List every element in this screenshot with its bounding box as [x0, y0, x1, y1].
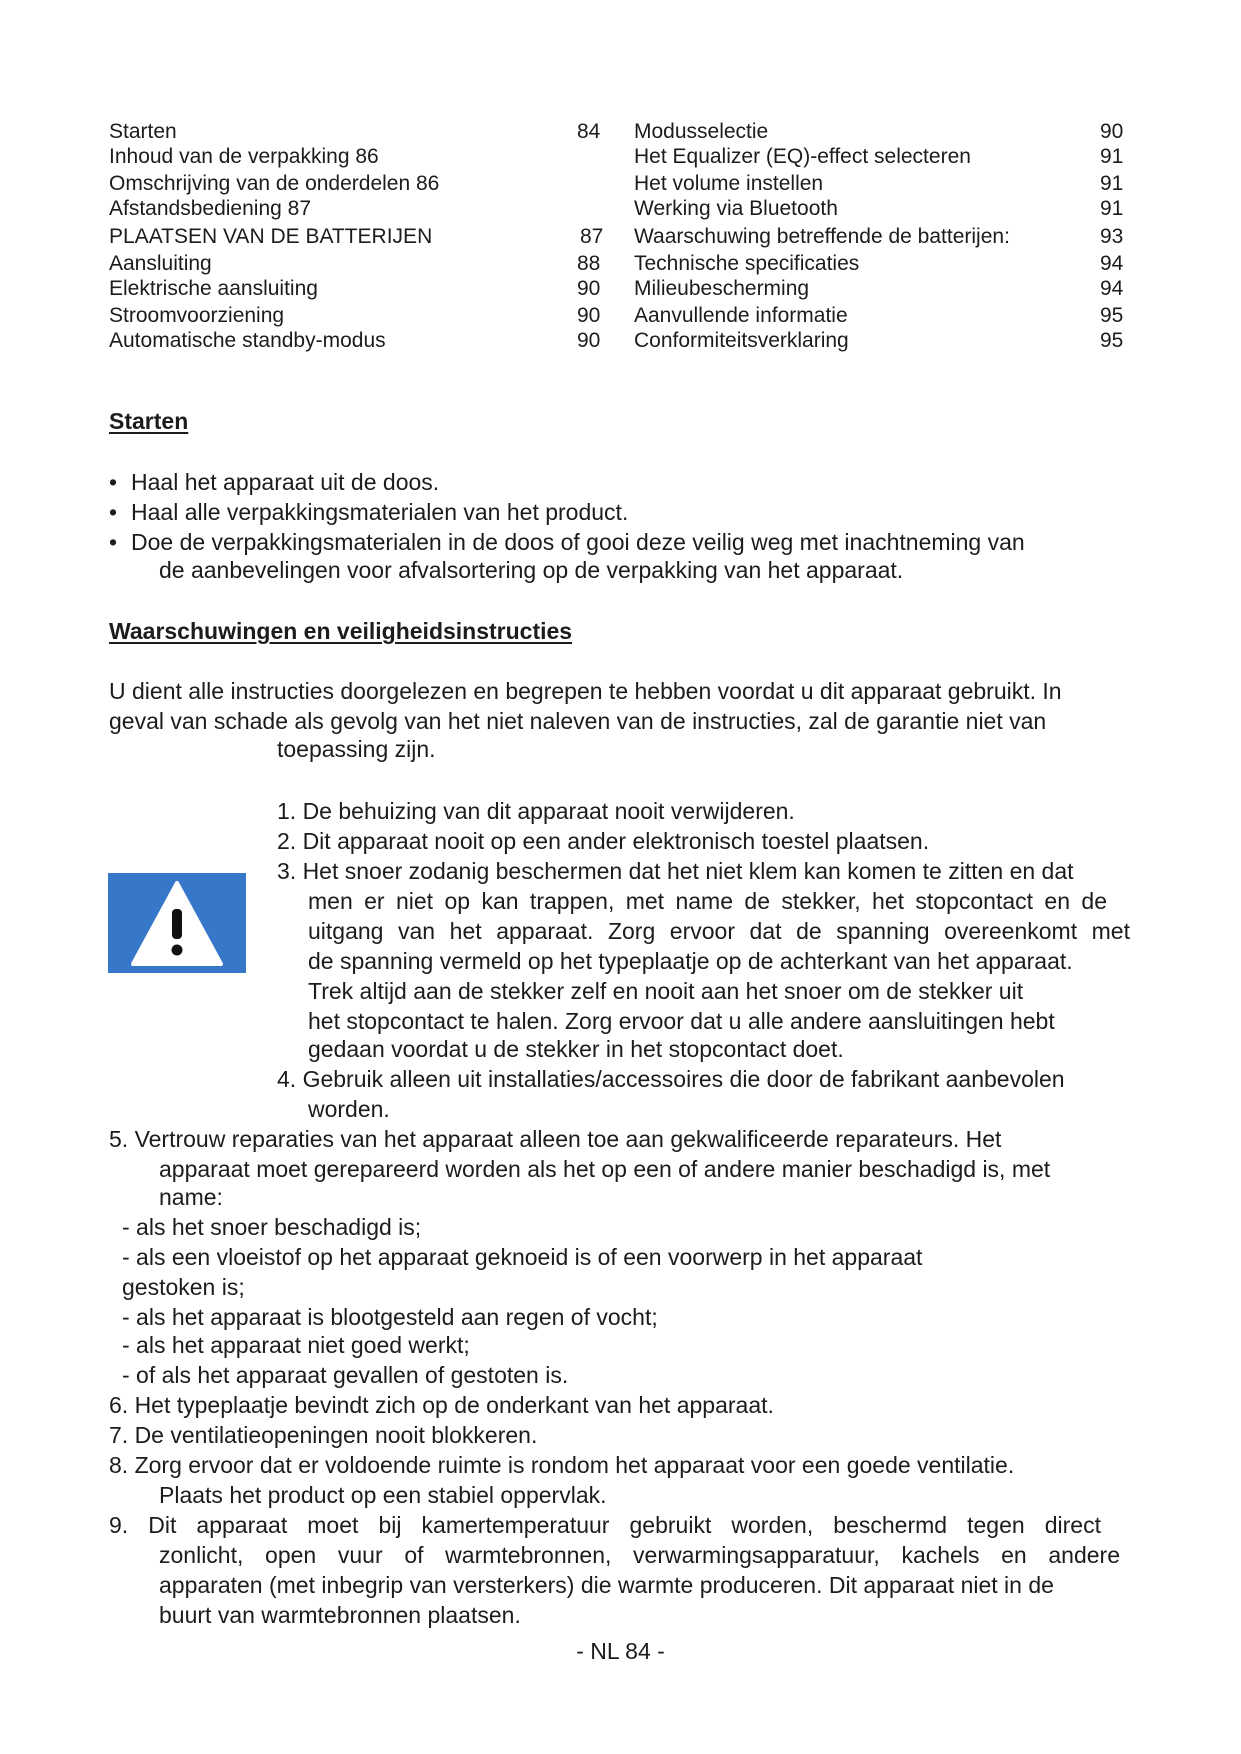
toc-title: Conformiteitsverklaring [634, 329, 849, 352]
list-item-continuation: uitgang van het apparaat. Zorg ervoor dat de spanning overeenkomt met [308, 918, 1130, 944]
list-item-continuation: de spanning vermeld op het typeplaatje op de achterkant van het apparaat. [308, 948, 1073, 974]
list-item: 4. Gebruik alleen uit installaties/accessoires die door de fabrikant aanbevolen [277, 1066, 1065, 1092]
section-heading-warnings: Waarschuwingen en veiligheidsinstructies [109, 618, 573, 644]
sub-list-item: - als het apparaat niet goed werkt; [122, 1332, 470, 1358]
toc-entry[interactable] [109, 224, 605, 250]
list-item: 2. Dit apparaat nooit op een ander elektronisch toestel plaatsen. [277, 828, 930, 854]
toc-entry[interactable] [634, 224, 1134, 250]
section-heading-starten: Starten [109, 408, 189, 434]
toc-entry[interactable] [634, 251, 1134, 277]
sub-list-item: - als het apparaat is blootgesteld aan regen of vocht; [122, 1304, 658, 1330]
toc-entry[interactable] [109, 144, 605, 170]
toc-title: Inhoud van de verpakking 86 [109, 145, 379, 168]
toc-title: Het volume instellen [634, 172, 824, 195]
toc-entry[interactable] [634, 119, 1134, 145]
toc-entry[interactable] [109, 171, 605, 197]
sub-list-item-continuation: gestoken is; [122, 1274, 245, 1300]
toc-entry[interactable] [109, 328, 605, 354]
toc-page: 90 [1100, 120, 1124, 143]
toc-title: Aansluiting [109, 252, 212, 275]
toc-page: 93 [1100, 225, 1124, 248]
toc-page: 91 [1100, 172, 1124, 195]
list-item: 5. Vertrouw reparaties van het apparaat alleen toe aan gekwalificeerde reparateurs. Het [109, 1126, 1002, 1152]
toc-page: 91 [1100, 145, 1124, 168]
bullet-marker: • [109, 469, 118, 495]
toc-entry[interactable] [634, 196, 1134, 222]
toc-title: Stroomvoorziening [109, 304, 285, 327]
list-item: 3. Het snoer zodanig beschermen dat het niet klem kan komen te zitten en dat [277, 858, 1074, 884]
warning-triangle-icon [108, 873, 246, 973]
list-item-continuation: buurt van warmtebronnen plaatsen. [159, 1602, 521, 1628]
list-item: 7. De ventilatieopeningen nooit blokkeren. [109, 1422, 538, 1448]
toc-title: Elektrische aansluiting [109, 277, 318, 300]
list-item-continuation: name: [159, 1184, 223, 1210]
toc-entry[interactable] [634, 328, 1134, 354]
list-item: Haal alle verpakkingsmaterialen van het product. [131, 499, 629, 525]
toc-page: 94 [1100, 252, 1124, 275]
toc-title: Milieubescherming [634, 277, 810, 300]
list-item-continuation: worden. [308, 1096, 390, 1122]
toc-entry[interactable] [109, 303, 605, 329]
toc-page: 91 [1100, 197, 1124, 220]
toc-title: Omschrijving van de onderdelen 86 [109, 172, 440, 195]
sub-list-item: - of als het apparaat gevallen of gestoten is. [122, 1362, 569, 1388]
toc-title: Technische specificaties [634, 252, 860, 275]
toc-entry[interactable] [109, 251, 605, 277]
list-item-continuation: apparaat moet gerepareerd worden als het op een of andere manier beschadigd is, met [159, 1156, 1051, 1182]
bullet-marker: • [109, 499, 118, 525]
toc-title: Waarschuwing betreffende de batterijen: [634, 225, 1010, 248]
toc-title: PLAATSEN VAN DE BATTERIJEN [109, 225, 433, 248]
sub-list-item: - als het snoer beschadigd is; [122, 1214, 422, 1240]
paragraph-line: U dient alle instructies doorgelezen en begrepen te hebben voordat u dit apparaat gebruikt. In [109, 678, 1062, 704]
list-item: 8. Zorg ervoor dat er voldoende ruimte is rondom het apparaat voor een goede ventilatie. [109, 1452, 1015, 1478]
list-item-continuation: het stopcontact te halen. Zorg ervoor dat u alle andere aansluitingen hebt [308, 1008, 1055, 1034]
list-item: 6. Het typeplaatje bevindt zich op de onderkant van het apparaat. [109, 1392, 774, 1418]
list-item: Haal het apparaat uit de doos. [131, 469, 440, 495]
toc-entry[interactable] [634, 276, 1134, 302]
list-item: Doe de verpakkingsmaterialen in de doos of gooi deze veilig weg met inachtneming van [131, 529, 1025, 555]
toc-entry[interactable] [634, 303, 1134, 329]
list-item-continuation: apparaten (met inbegrip van versterkers) die warmte produceren. Dit apparaat niet in de [159, 1572, 1054, 1598]
toc-entry[interactable] [109, 196, 605, 222]
toc-page: 95 [1100, 304, 1124, 327]
toc-entry[interactable] [634, 144, 1134, 170]
toc-page: 84 [577, 120, 601, 143]
bullet-marker: • [109, 529, 118, 555]
toc-page: 90 [577, 277, 601, 300]
toc-entry[interactable] [109, 119, 605, 145]
toc-title: Starten [109, 120, 177, 143]
toc-title: Werking via Bluetooth [634, 197, 838, 220]
toc-entry[interactable] [109, 276, 605, 302]
sub-list-item: - als een vloeistof op het apparaat geknoeid is of een voorwerp in het apparaat [122, 1244, 923, 1270]
toc-title: Modusselectie [634, 120, 769, 143]
paragraph-line: geval van schade als gevolg van het niet naleven van de instructies, zal de garantie niet van [109, 708, 1047, 734]
list-item: 1. De behuizing van dit apparaat nooit verwijderen. [277, 798, 795, 824]
toc-title: Aanvullende informatie [634, 304, 848, 327]
toc-title: Het Equalizer (EQ)-effect selecteren [634, 145, 971, 168]
list-item: 9. Dit apparaat moet bij kamertemperatuur gebruikt worden, beschermd tegen direct [109, 1512, 1101, 1538]
list-item-continuation: gedaan voordat u de stekker in het stopcontact doet. [308, 1036, 844, 1062]
toc-title: Automatische standby-modus [109, 329, 386, 352]
list-item-continuation: Trek altijd aan de stekker zelf en nooit aan het snoer om de stekker uit [308, 978, 1024, 1004]
toc-title: Afstandsbediening 87 [109, 197, 311, 220]
toc-page: 94 [1100, 277, 1124, 300]
toc-page: 90 [577, 329, 601, 352]
list-item-continuation: de aanbevelingen voor afvalsortering op de verpakking van het apparaat. [159, 557, 904, 583]
list-item-continuation: Plaats het product op een stabiel oppervlak. [159, 1482, 607, 1508]
list-item-continuation: men er niet op kan trappen, met name de stekker, het stopcontact en de [308, 888, 1107, 914]
paragraph-line: toepassing zijn. [277, 736, 436, 762]
page-number: - NL 84 - [576, 1638, 665, 1664]
toc-page: 90 [577, 304, 601, 327]
toc-entry[interactable] [634, 171, 1134, 197]
toc-page: 87 [580, 225, 604, 248]
toc-page: 95 [1100, 329, 1124, 352]
toc-page: 88 [577, 252, 601, 275]
list-item-continuation: zonlicht, open vuur of warmtebronnen, verwarmingsapparatuur, kachels en andere [159, 1542, 1120, 1568]
